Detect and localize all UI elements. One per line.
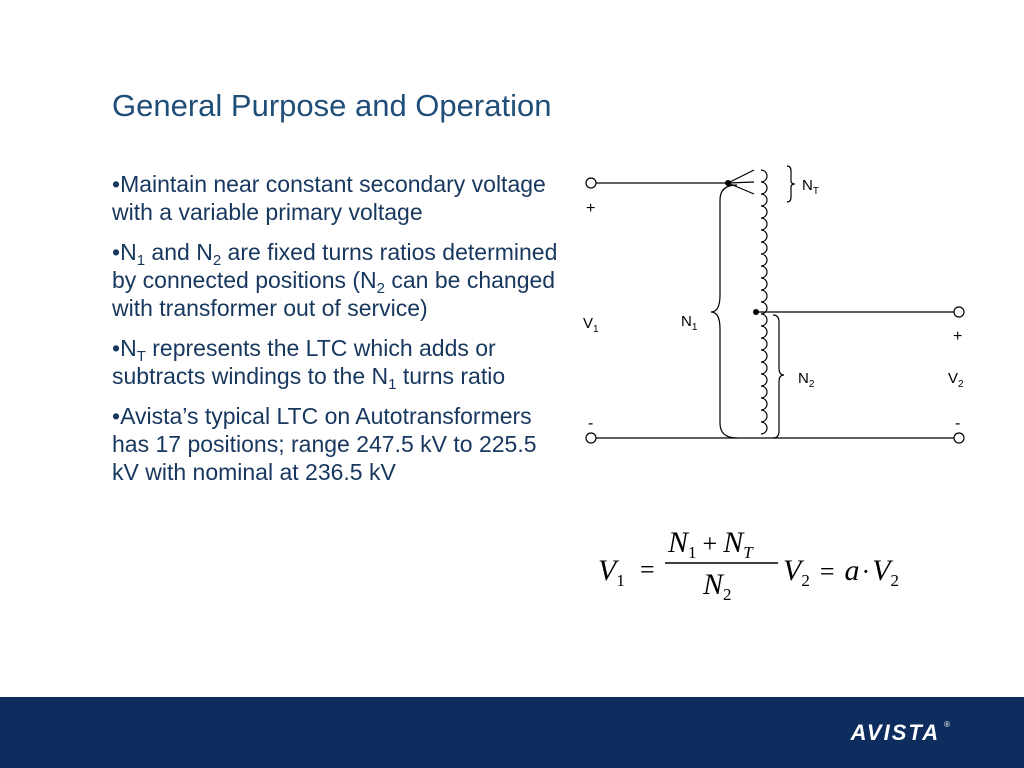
bullet-marker: • bbox=[112, 403, 121, 429]
plus-sign-v2: + bbox=[953, 328, 963, 345]
bullet-marker: • bbox=[112, 239, 121, 265]
terminal-v2-negative bbox=[954, 433, 964, 443]
bullet-text: turns ratio bbox=[396, 363, 506, 389]
autotransformer-diagram bbox=[570, 160, 980, 450]
bullet-text: N bbox=[120, 335, 137, 361]
equation-lhs: $V_1$ bbox=[598, 554, 625, 590]
subscript: T bbox=[136, 348, 146, 365]
label-n2: $N_2$ bbox=[798, 370, 815, 390]
bullet-marker: • bbox=[112, 171, 121, 197]
plus-sign-v1: + bbox=[586, 200, 596, 217]
bullet-text: and bbox=[145, 239, 197, 265]
minus-sign-v1: - bbox=[588, 415, 594, 432]
subscript: 2 bbox=[212, 252, 222, 269]
label-n1: $N_1$ bbox=[681, 313, 698, 333]
bullet-text: can be changed with transformer out of service) bbox=[112, 267, 556, 321]
label-nt: $N_T$ bbox=[802, 177, 819, 197]
registered-mark: ® bbox=[944, 720, 950, 729]
bullet-text: Maintain near constant secondary voltage with a variable primary voltage bbox=[112, 171, 546, 225]
equation-rhs: $V_2 = a\cdot V_2$ bbox=[783, 554, 899, 590]
terminal-v1-negative bbox=[586, 433, 596, 443]
brace-nt bbox=[787, 166, 795, 202]
bullet-item bbox=[112, 334, 560, 393]
bullet-item bbox=[112, 170, 560, 226]
bullet-text: are fixed turns ratios determined by connected positions (N bbox=[112, 239, 558, 293]
label-v2: $V_2$ bbox=[948, 370, 964, 390]
terminal-v2-positive bbox=[954, 307, 964, 317]
bullet-item bbox=[112, 238, 560, 322]
bullet-text: N bbox=[120, 239, 137, 265]
subscript: 2 bbox=[376, 280, 385, 297]
subscript: 1 bbox=[388, 376, 397, 393]
subscript: 1 bbox=[136, 252, 146, 269]
footer-bar bbox=[0, 697, 1024, 768]
numerator: $N_1 + N_T$ bbox=[668, 526, 753, 562]
bullet-text: N bbox=[196, 239, 213, 265]
equals-sign: = bbox=[640, 555, 655, 584]
brace-n1 bbox=[711, 185, 737, 438]
brace-n2 bbox=[773, 315, 784, 438]
tap-arm-middle bbox=[728, 182, 754, 183]
tap-junction-dot bbox=[725, 180, 731, 186]
terminal-v1-positive bbox=[586, 178, 596, 188]
bullet-text: Avista’s typical LTC on Autotransformers has 17 positions; range 247.5 kV to 225.5 kV with nominal at 236.5 kV bbox=[112, 403, 537, 485]
tap-arm-upper bbox=[728, 170, 754, 183]
bullet-marker: • bbox=[112, 335, 121, 361]
bullet-item bbox=[112, 402, 560, 486]
tap-arm-lower bbox=[728, 183, 754, 194]
minus-sign-v2: - bbox=[955, 415, 961, 432]
turns-ratio-equation bbox=[590, 515, 920, 615]
bullet-text: represents the LTC which adds or subtracts windings to the N bbox=[112, 335, 496, 389]
bullet-list bbox=[112, 170, 560, 498]
secondary-junction-dot bbox=[753, 309, 759, 315]
avista-logo bbox=[851, 720, 950, 746]
label-v1: $V_1$ bbox=[583, 315, 599, 335]
logo-text: AVISTA bbox=[850, 720, 941, 745]
winding-coil bbox=[761, 170, 767, 434]
slide-title: General Purpose and Operation bbox=[112, 88, 552, 123]
denominator: $N_2$ bbox=[703, 568, 732, 604]
